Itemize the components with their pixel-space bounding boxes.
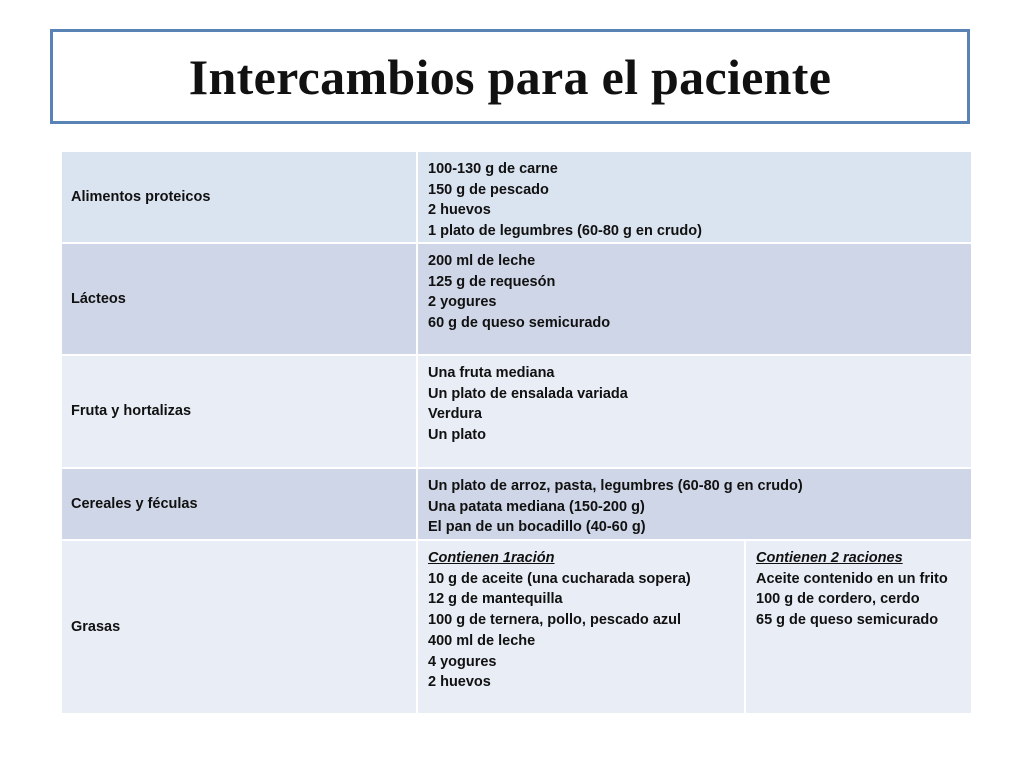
items-cell [417,243,972,355]
list-item: 150 g de pescado [428,181,549,198]
category-cell: Grasas [61,540,417,714]
list-item: 100-130 g de carne [428,161,558,177]
list-item: 100 g de cordero, cerdo [756,591,920,608]
table-row-fruta [61,355,972,468]
items-cell-two-rations [745,540,972,714]
items-cell [417,355,972,468]
items-cell [417,151,972,243]
table-row-proteicos [61,151,972,243]
list-item: 200 ml de leche [428,253,536,269]
items-cell [417,468,972,540]
list-item: 2 yogures [428,294,497,311]
list-item: Una patata mediana (150-200 g) [428,498,645,515]
list-item: 10 g de aceite (una cucharada sopera) [428,570,691,587]
exchange-table [60,150,973,715]
list-item: 125 g de requesón [428,273,556,290]
items-cell-one-ration [417,540,745,714]
list-item: 4 yogures [428,653,497,670]
list-item: Un plato [428,427,486,444]
list-item: Un plato de ensalada variada [428,385,628,402]
list-item: 400 ml de leche [428,632,536,649]
list-item: 100 g de ternera, pollo, pescado azul [428,612,682,629]
title-box [50,29,970,124]
list-item: 65 g de queso semicurado [756,612,939,629]
category-cell: Lácteos [61,243,417,355]
category-cell: Alimentos proteicos [61,151,417,243]
page-title: Intercambios para el paciente [188,48,832,105]
table-row-cereales [61,468,972,540]
list-item: Una fruta mediana [428,365,555,381]
list-item: 2 huevos [428,674,491,691]
table-row-lacteos [61,243,972,355]
list-item: Verdura [428,406,482,423]
table-row-grasas [61,540,972,714]
list-item: El pan de un bocadillo (40-60 g) [428,519,646,536]
sub-heading: Contienen 2 raciones [756,550,903,566]
category-cell: Fruta y hortalizas [61,355,417,468]
sub-heading: Contienen 1ración [428,550,555,566]
list-item: 60 g de queso semicurado [428,315,611,332]
list-item: Un plato de arroz, pasta, legumbres (60-80 g en crudo) [428,478,803,494]
list-item: 2 huevos [428,202,491,219]
category-cell: Cereales y féculas [61,468,417,540]
list-item: 12 g de mantequilla [428,591,563,608]
list-item: Aceite contenido en un frito [756,570,948,587]
list-item: 1 plato de legumbres (60-80 g en crudo) [428,223,702,240]
